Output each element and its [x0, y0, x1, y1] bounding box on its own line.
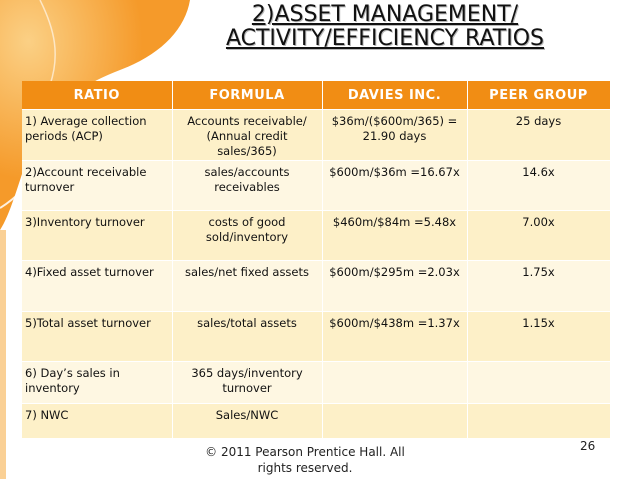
cell-peer: 7.00x — [467, 211, 610, 261]
cell-davies — [322, 404, 467, 438]
cell-peer — [467, 404, 610, 438]
cell-peer: 1.75x — [467, 261, 610, 312]
copyright-notice: © 2011 Pearson Prentice Hall. All rights reserved. — [205, 445, 405, 475]
table-row — [22, 161, 610, 211]
cell-ratio: 7) NWC — [22, 404, 172, 438]
slide-title — [150, 0, 620, 51]
cell-formula: sales/total assets — [172, 312, 322, 362]
cell-ratio: 3)Inventory turnover — [22, 211, 172, 261]
table-row — [22, 211, 610, 261]
table-row — [22, 110, 610, 161]
cell-davies: $600m/$36m =16.67x — [322, 161, 467, 211]
column-header-davies: DAVIES INC. — [322, 81, 467, 110]
cell-peer: 14.6x — [467, 161, 610, 211]
cell-davies: $460m/$84m =5.48x — [322, 211, 467, 261]
cell-formula: costs of good sold/inventory — [172, 211, 322, 261]
page-number: 26 — [580, 439, 596, 453]
cell-davies: $600m/$438m =1.37x — [322, 312, 467, 362]
table-row — [22, 404, 610, 438]
column-header-ratio: RATIO — [22, 81, 172, 110]
slide-title-line1: 2)ASSET MANAGEMENT/ — [251, 2, 519, 27]
cell-formula: sales/accounts receivables — [172, 161, 322, 211]
ratios-table — [22, 81, 611, 438]
cell-formula: sales/net fixed assets — [172, 261, 322, 312]
cell-ratio: 4)Fixed asset turnover — [22, 261, 172, 312]
cell-formula: Sales/NWC — [172, 404, 322, 438]
cell-peer: 1.15x — [467, 312, 610, 362]
cell-formula: Accounts receivable/ (Annual credit sales/365) — [172, 110, 322, 161]
table-header-row — [22, 81, 610, 110]
column-header-peer-group: PEER GROUP — [467, 81, 610, 110]
slide-title-line2: ACTIVITY/EFFICIENCY RATIOS — [225, 26, 545, 51]
cell-ratio: 5)Total asset turnover — [22, 312, 172, 362]
table-row — [22, 362, 610, 404]
cell-ratio: 1) Average collection periods (ACP) — [22, 110, 172, 161]
cell-davies: $36m/($600m/365) = 21.90 days — [322, 110, 467, 161]
cell-ratio: 2)Account receivable turnover — [22, 161, 172, 211]
table-row — [22, 312, 610, 362]
cell-ratio: 6) Day’s sales in inventory — [22, 362, 172, 404]
left-edge-band — [0, 230, 6, 479]
cell-davies — [322, 362, 467, 404]
cell-peer — [467, 362, 610, 404]
cell-davies: $600m/$295m =2.03x — [322, 261, 467, 312]
table-row — [22, 261, 610, 312]
cell-peer: 25 days — [467, 110, 610, 161]
cell-formula: 365 days/inventory turnover — [172, 362, 322, 404]
column-header-formula: FORMULA — [172, 81, 322, 110]
